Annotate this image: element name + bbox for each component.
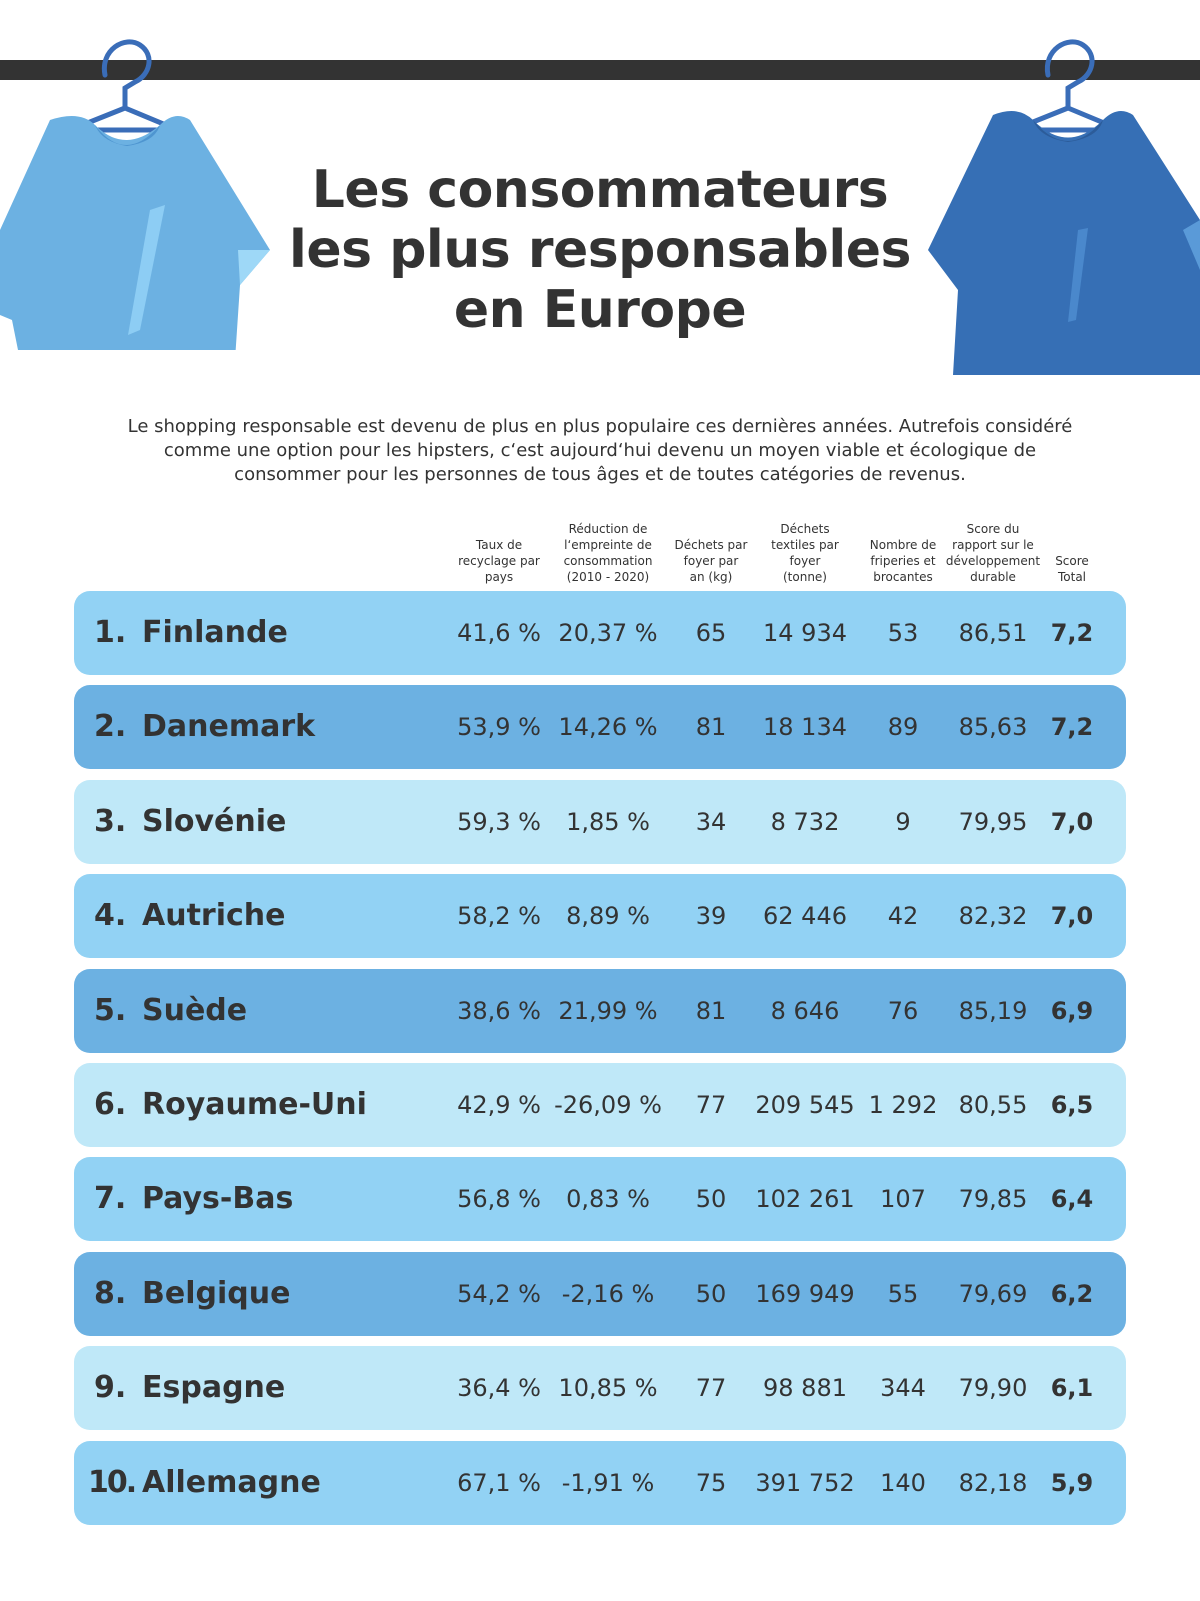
country-name: Autriche: [142, 898, 286, 934]
column-header: [666, 537, 756, 585]
table-row: [74, 969, 1126, 1053]
rank-number: 7.: [94, 1181, 127, 1217]
table-cell: 39: [695, 902, 727, 931]
table-cell: 102 261: [755, 1185, 855, 1214]
column-header-line: (2010 - 2020): [566, 570, 650, 584]
table-row: [74, 1063, 1126, 1147]
table-cell: -2,16 %: [561, 1279, 655, 1308]
column-header: [1042, 553, 1102, 585]
column-header-line: Score du: [966, 522, 1020, 536]
table-cell: 77: [695, 1374, 727, 1403]
rank-number: 4.: [94, 898, 127, 934]
country-name: Finlande: [142, 615, 288, 650]
table-cell: 75: [695, 1468, 727, 1497]
column-header: [858, 537, 948, 585]
rank-number: 3.: [94, 803, 127, 839]
column-header-line: Total: [1057, 570, 1087, 584]
country-name: Belgique: [142, 1275, 291, 1311]
ranking-table: [74, 591, 1126, 1535]
table-row: [74, 780, 1126, 864]
column-header-line: brocantes: [873, 570, 933, 584]
column-header-line: pays: [484, 570, 514, 584]
country-name: Suède: [142, 992, 248, 1028]
table-cell: 169 949: [755, 1279, 855, 1308]
table-row: [74, 1346, 1126, 1430]
rank-number: 9.: [94, 1370, 127, 1406]
table-cell: 79,95: [958, 807, 1028, 836]
table-cell: 38,6 %: [457, 996, 541, 1025]
table-cell: 85,19: [958, 996, 1028, 1025]
table-cell: 79,85: [958, 1185, 1028, 1214]
rank-number: 2.: [94, 709, 127, 745]
column-header-line: foyer par: [683, 554, 739, 568]
table-cell: 62 446: [763, 902, 847, 931]
table-cell: 42: [887, 902, 919, 931]
table-cell: 53: [887, 619, 919, 647]
table-cell: -26,09 %: [554, 1090, 662, 1119]
title-line: en Europe: [453, 280, 747, 340]
table-row: [74, 1252, 1126, 1336]
total-score: 6,1: [1050, 1374, 1094, 1403]
table-cell: 56,8 %: [457, 1185, 541, 1214]
table-cell: 14 934: [763, 619, 847, 647]
page-title: [250, 160, 950, 340]
table-cell: 89: [887, 713, 919, 742]
table-cell: 140: [880, 1468, 926, 1497]
column-header: [553, 521, 663, 585]
total-score: 6,5: [1050, 1090, 1094, 1119]
table-cell: 79,69: [958, 1279, 1028, 1308]
country-name: Royaume-Uni: [142, 1086, 367, 1122]
rank-number: 6.: [94, 1086, 127, 1122]
table-cell: 344: [880, 1374, 926, 1403]
table-row: [74, 685, 1126, 769]
table-cell: 50: [695, 1185, 727, 1214]
column-header-line: rapport sur le: [952, 538, 1034, 552]
table-cell: 53,9 %: [457, 713, 541, 742]
table-row: [74, 874, 1126, 958]
intro-paragraph: [100, 415, 1100, 487]
table-cell: 8 732: [770, 807, 840, 836]
column-header-line: consommation: [563, 554, 653, 568]
light-blue-shirt-icon: [0, 30, 280, 350]
table-cell: 8 646: [770, 996, 840, 1025]
table-cell: 21,99 %: [558, 996, 658, 1025]
column-header-line: recyclage par: [458, 554, 540, 568]
column-header-line: (tonne): [782, 570, 827, 584]
column-header-line: Déchets par: [674, 538, 748, 552]
table-cell: 18 134: [763, 713, 847, 742]
total-score: 7,2: [1050, 619, 1094, 647]
table-cell: 81: [695, 996, 727, 1025]
column-header: [449, 537, 549, 585]
table-cell: 41,6 %: [457, 619, 541, 647]
table-row: [74, 1441, 1126, 1525]
table-cell: 82,18: [958, 1468, 1028, 1497]
table-cell: 54,2 %: [457, 1279, 541, 1308]
table-row: [74, 591, 1126, 675]
column-header-line: l‘empreinte de: [564, 538, 652, 552]
intro-line: consommer pour les personnes de tous âges et de toutes catégories de revenus.: [234, 464, 966, 485]
total-score: 7,0: [1050, 807, 1094, 836]
total-score: 6,2: [1050, 1279, 1094, 1308]
table-cell: 50: [695, 1279, 727, 1308]
column-header-line: Nombre de: [869, 538, 937, 552]
country-name: Slovénie: [142, 803, 287, 839]
column-header: [938, 521, 1048, 585]
dark-blue-shirt-icon: [928, 30, 1200, 380]
table-cell: 58,2 %: [457, 902, 541, 931]
total-score: 6,4: [1050, 1185, 1094, 1214]
table-cell: 107: [880, 1185, 926, 1214]
title-line: Les consommateurs: [311, 160, 889, 220]
table-row: [74, 1157, 1126, 1241]
column-header-line: Score: [1055, 554, 1089, 568]
column-header-line: friperies et: [870, 554, 936, 568]
table-cell: 65: [695, 619, 727, 647]
total-score: 5,9: [1050, 1468, 1094, 1497]
column-header: [755, 521, 855, 585]
total-score: 6,9: [1050, 996, 1094, 1025]
table-header: [0, 515, 1200, 585]
table-cell: 1 292: [868, 1090, 938, 1119]
column-header-line: durable: [970, 570, 1016, 584]
table-cell: 55: [887, 1279, 919, 1308]
table-cell: 98 881: [763, 1374, 847, 1403]
country-name: Allemagne: [142, 1464, 321, 1500]
rank-number: 5.: [94, 992, 127, 1028]
table-cell: 391 752: [755, 1468, 855, 1497]
table-cell: 34: [695, 807, 727, 836]
rank-number: 10.: [88, 1464, 136, 1500]
table-cell: -1,91 %: [561, 1468, 655, 1497]
table-cell: 79,90: [958, 1374, 1028, 1403]
column-header-line: Réduction de: [568, 522, 648, 536]
table-cell: 76: [887, 996, 919, 1025]
table-cell: 0,83 %: [566, 1185, 650, 1214]
total-score: 7,0: [1050, 902, 1094, 931]
table-cell: 42,9 %: [457, 1090, 541, 1119]
country-name: Pays-Bas: [142, 1181, 294, 1217]
rank-number: 1.: [94, 615, 127, 650]
column-header-line: foyer: [789, 554, 821, 568]
table-cell: 10,85 %: [558, 1374, 658, 1403]
table-cell: 1,85 %: [566, 807, 650, 836]
table-cell: 209 545: [755, 1090, 855, 1119]
column-header-line: textiles par: [771, 538, 839, 552]
rank-number: 8.: [94, 1275, 127, 1311]
table-cell: 36,4 %: [457, 1374, 541, 1403]
intro-line: comme une option pour les hipsters, c‘est aujourd‘hui devenu un moyen viable et écologique de: [163, 440, 1037, 461]
total-score: 7,2: [1050, 713, 1094, 742]
table-cell: 14,26 %: [558, 713, 658, 742]
column-header-line: Déchets: [780, 522, 830, 536]
column-header-line: an (kg): [689, 570, 733, 584]
column-header-line: développement: [945, 554, 1041, 568]
table-cell: 81: [695, 713, 727, 742]
table-cell: 20,37 %: [558, 619, 658, 647]
intro-line: Le shopping responsable est devenu de plus en plus populaire ces dernières années. Autrefois considéré: [127, 416, 1073, 437]
table-cell: 82,32: [958, 902, 1028, 931]
country-name: Danemark: [142, 709, 316, 745]
table-cell: 85,63: [958, 713, 1028, 742]
table-cell: 77: [695, 1090, 727, 1119]
table-cell: 67,1 %: [457, 1468, 541, 1497]
title-line: les plus responsables: [289, 220, 911, 280]
country-name: Espagne: [142, 1370, 286, 1406]
table-cell: 8,89 %: [566, 902, 650, 931]
table-cell: 80,55: [958, 1090, 1028, 1119]
table-cell: 9: [895, 807, 911, 836]
table-cell: 59,3 %: [457, 807, 541, 836]
column-header-line: Taux de: [475, 538, 523, 552]
table-cell: 86,51: [958, 619, 1028, 647]
